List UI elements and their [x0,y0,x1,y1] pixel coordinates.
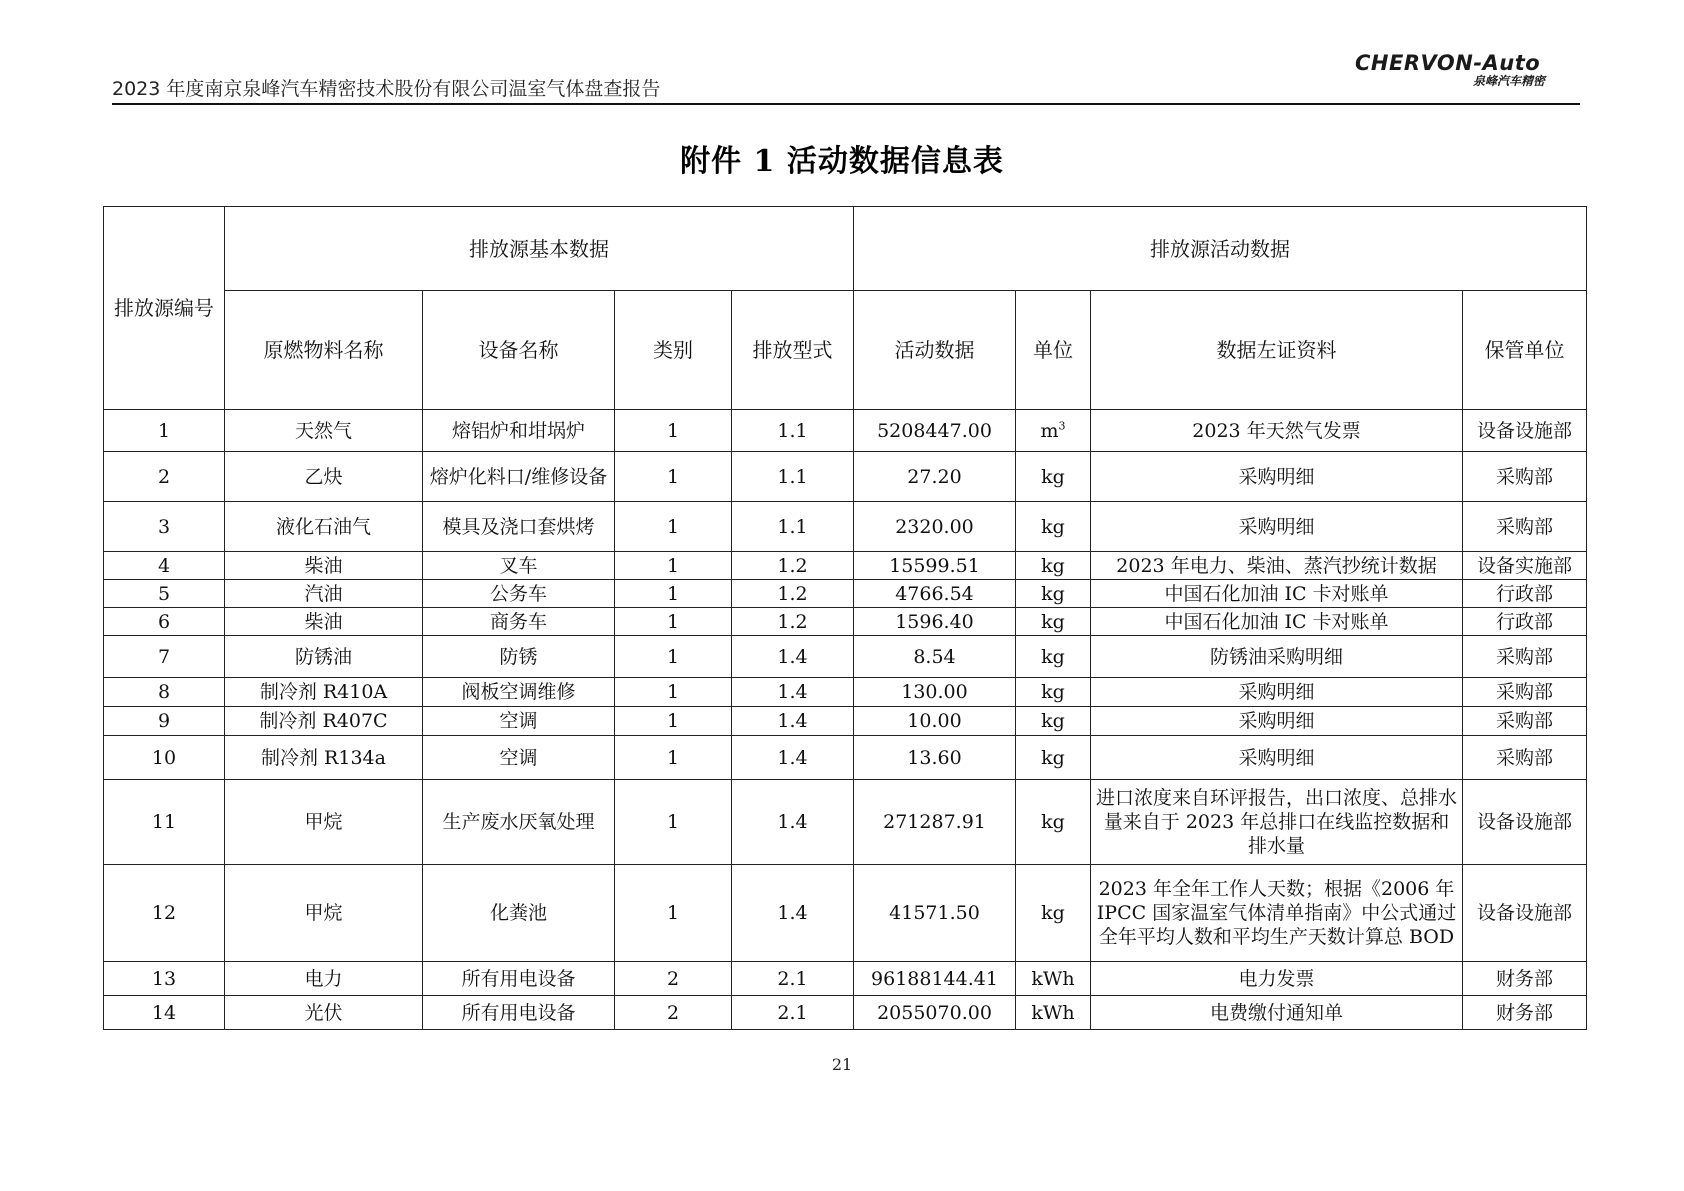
cell-custodian: 采购部 [1463,636,1587,678]
cell-material: 柴油 [225,608,423,636]
cell-unit: $m^3$ [1016,410,1091,452]
cell-equipment: 化粪池 [423,865,615,962]
cell-category: 1 [615,502,732,552]
cell-category: 1 [615,678,732,707]
cell-source-id: 4 [104,552,225,580]
table-row [104,502,1587,552]
cell-equipment: 商务车 [423,608,615,636]
cell-unit: kWh [1016,962,1091,996]
cell-evidence: 2023 年电力、柴油、蒸汽抄统计数据 [1091,552,1463,580]
cell-category: 1 [615,552,732,580]
cell-evidence: 采购明细 [1091,452,1463,502]
column-header-evidence: 数据左证资料 [1091,291,1463,410]
cell-material: 乙炔 [225,452,423,502]
cell-activity-value: 130.00 [854,678,1016,707]
cell-equipment: 熔炉化料口/维修设备 [423,452,615,502]
column-header-material: 原燃物料名称 [225,291,423,410]
cell-activity-value: 27.20 [854,452,1016,502]
cell-unit: kg [1016,452,1091,502]
cell-emission-type: 1.4 [732,865,854,962]
cell-emission-type: 1.4 [732,707,854,736]
group-header-activity-data: 排放源活动数据 [854,207,1587,291]
cell-activity-value: 15599.51 [854,552,1016,580]
cell-source-id: 14 [104,996,225,1030]
table-row [104,707,1587,736]
cell-custodian: 行政部 [1463,608,1587,636]
cell-equipment: 空调 [423,707,615,736]
table-row [104,962,1587,996]
cell-activity-value: 5208447.00 [854,410,1016,452]
table-row [104,452,1587,502]
cell-emission-type: 2.1 [732,996,854,1030]
table-row [104,780,1587,865]
cell-equipment: 防锈 [423,636,615,678]
logo-text: CHERVON-Auto [1355,51,1541,75]
table-body [104,410,1587,1030]
cell-unit: kg [1016,707,1091,736]
table-row [104,996,1587,1030]
cell-equipment: 熔铝炉和坩埚炉 [423,410,615,452]
cell-source-id: 13 [104,962,225,996]
cell-custodian: 设备设施部 [1463,865,1587,962]
cell-activity-value: 8.54 [854,636,1016,678]
cell-activity-value: 271287.91 [854,780,1016,865]
cell-unit: kg [1016,636,1091,678]
column-header-source-id: 排放源编号 [104,207,225,410]
cell-evidence: 2023 年全年工作人天数；根据《2006 年 IPCC 国家温室气体清单指南》中公式通过全年平均人数和平均生产天数计算总 BOD [1091,865,1463,962]
cell-category: 1 [615,865,732,962]
table-row [104,580,1587,608]
cell-custodian: 采购部 [1463,707,1587,736]
cell-emission-type: 1.2 [732,608,854,636]
cell-material: 制冷剂 R410A [225,678,423,707]
cell-unit: kg [1016,608,1091,636]
cell-emission-type: 1.1 [732,452,854,502]
cell-equipment: 公务车 [423,580,615,608]
cell-equipment: 模具及浇口套烘烤 [423,502,615,552]
cell-evidence: 防锈油采购明细 [1091,636,1463,678]
cell-category: 1 [615,580,732,608]
cell-evidence: 电力发票 [1091,962,1463,996]
cell-emission-type: 1.4 [732,780,854,865]
cell-category: 2 [615,996,732,1030]
cell-evidence: 中国石化加油 IC 卡对账单 [1091,608,1463,636]
cell-evidence: 采购明细 [1091,502,1463,552]
cell-category: 2 [615,962,732,996]
cell-custodian: 财务部 [1463,996,1587,1030]
cell-source-id: 7 [104,636,225,678]
cell-custodian: 采购部 [1463,736,1587,780]
cell-evidence: 电费缴付通知单 [1091,996,1463,1030]
cell-emission-type: 1.2 [732,552,854,580]
column-header-emission-type: 排放型式 [732,291,854,410]
cell-activity-value: 4766.54 [854,580,1016,608]
cell-equipment: 所有用电设备 [423,996,615,1030]
cell-activity-value: 2320.00 [854,502,1016,552]
cell-equipment: 阀板空调维修 [423,678,615,707]
cell-activity-value: 10.00 [854,707,1016,736]
unit-superscript: 3 [1058,419,1066,433]
cell-emission-type: 1.4 [732,678,854,707]
cell-custodian: 设备设施部 [1463,410,1587,452]
cell-evidence: 进口浓度来自环评报告，出口浓度、总排水量来自于 2023 年总排口在线监控数据和排水量 [1091,780,1463,865]
cell-material: 防锈油 [225,636,423,678]
cell-material: 制冷剂 R407C [225,707,423,736]
cell-emission-type: 1.2 [732,580,854,608]
cell-category: 1 [615,608,732,636]
cell-evidence: 中国石化加油 IC 卡对账单 [1091,580,1463,608]
cell-activity-value: 2055070.00 [854,996,1016,1030]
cell-category: 1 [615,636,732,678]
table-row [104,552,1587,580]
table-row [104,865,1587,962]
table-row [104,678,1587,707]
cell-unit: kg [1016,552,1091,580]
cell-material: 甲烷 [225,780,423,865]
cell-material: 制冷剂 R134a [225,736,423,780]
cell-unit: kg [1016,502,1091,552]
cell-equipment: 叉车 [423,552,615,580]
cell-custodian: 财务部 [1463,962,1587,996]
cell-source-id: 1 [104,410,225,452]
report-header-title: 2023 年度南京泉峰汽车精密技术股份有限公司温室气体盘查报告 [112,78,661,100]
cell-equipment: 生产废水厌氧处理 [423,780,615,865]
cell-category: 1 [615,452,732,502]
cell-unit: kWh [1016,996,1091,1030]
cell-source-id: 10 [104,736,225,780]
table-row [104,608,1587,636]
cell-emission-type: 1.1 [732,502,854,552]
column-header-unit: 单位 [1016,291,1091,410]
column-header-equipment: 设备名称 [423,291,615,410]
cell-unit: kg [1016,580,1091,608]
cell-source-id: 12 [104,865,225,962]
cell-emission-type: 1.1 [732,410,854,452]
cell-evidence: 采购明细 [1091,678,1463,707]
cell-source-id: 8 [104,678,225,707]
cell-custodian: 设备设施部 [1463,780,1587,865]
cell-activity-value: 41571.50 [854,865,1016,962]
cell-material: 液化石油气 [225,502,423,552]
cell-emission-type: 1.4 [732,636,854,678]
cell-unit: kg [1016,865,1091,962]
cell-custodian: 采购部 [1463,502,1587,552]
table-row [104,636,1587,678]
cell-category: 1 [615,780,732,865]
column-header-custodian: 保管单位 [1463,291,1587,410]
table-row [104,736,1587,780]
header-divider [112,103,1580,105]
cell-activity-value: 13.60 [854,736,1016,780]
cell-custodian: 行政部 [1463,580,1587,608]
column-header-category: 类别 [615,291,732,410]
group-header-basic-data: 排放源基本数据 [225,207,854,291]
cell-activity-value: 96188144.41 [854,962,1016,996]
cell-emission-type: 1.4 [732,736,854,780]
document-title: 附件 1 活动数据信息表 [680,144,1004,179]
cell-material: 汽油 [225,580,423,608]
cell-custodian: 采购部 [1463,678,1587,707]
cell-equipment: 空调 [423,736,615,780]
cell-category: 1 [615,707,732,736]
cell-unit: kg [1016,780,1091,865]
cell-source-id: 2 [104,452,225,502]
cell-material: 天然气 [225,410,423,452]
cell-evidence: 2023 年天然气发票 [1091,410,1463,452]
cell-source-id: 3 [104,502,225,552]
cell-custodian: 设备实施部 [1463,552,1587,580]
cell-source-id: 5 [104,580,225,608]
cell-source-id: 6 [104,608,225,636]
logo-subtext: 泉峰汽车精密 [1472,74,1545,88]
column-header-activity-value: 活动数据 [854,291,1016,410]
cell-category: 1 [615,410,732,452]
cell-source-id: 11 [104,780,225,865]
cell-material: 柴油 [225,552,423,580]
cell-evidence: 采购明细 [1091,707,1463,736]
page-number: 21 [831,1055,853,1074]
cell-material: 光伏 [225,996,423,1030]
company-logo [1355,52,1555,96]
cell-unit: kg [1016,678,1091,707]
cell-evidence: 采购明细 [1091,736,1463,780]
cell-emission-type: 2.1 [732,962,854,996]
cell-material: 甲烷 [225,865,423,962]
cell-activity-value: 1596.40 [854,608,1016,636]
cell-equipment: 所有用电设备 [423,962,615,996]
activity-data-table [103,206,1587,1030]
cell-unit: kg [1016,736,1091,780]
cell-material: 电力 [225,962,423,996]
cell-category: 1 [615,736,732,780]
cell-custodian: 采购部 [1463,452,1587,502]
cell-source-id: 9 [104,707,225,736]
table-row [104,410,1587,452]
